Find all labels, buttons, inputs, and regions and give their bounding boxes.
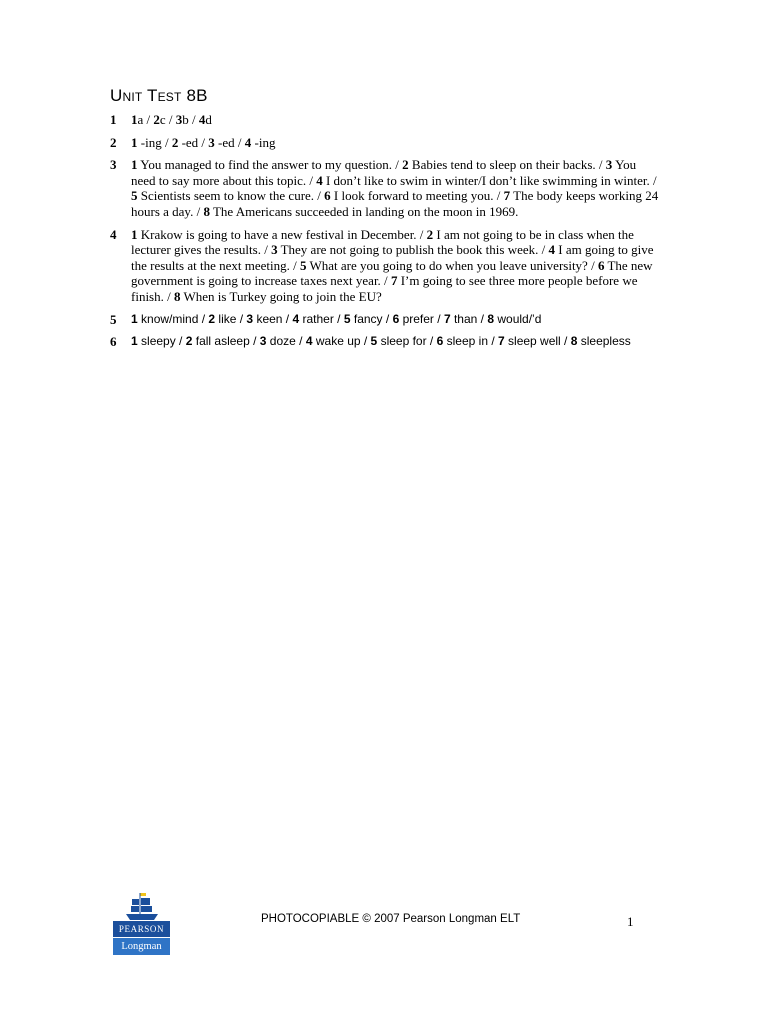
sub-answer-text: fall asleep /: [192, 334, 260, 349]
sub-answer-number: 2: [171, 134, 179, 150]
sub-answer-number: 3: [175, 112, 183, 127]
sub-answer-text: -ed /: [214, 134, 245, 150]
item-number: 2: [110, 134, 117, 150]
sub-answer-number: 7: [390, 273, 398, 289]
page-title: Unit Test 8B: [110, 86, 208, 105]
sub-answer-number: 4: [292, 311, 300, 326]
sub-answer-text: Babies tend to sleep on their backs. /: [408, 157, 606, 173]
sub-answer-number: 8: [173, 288, 181, 304]
sub-answer-text: You managed to find the answer to my question. /: [137, 157, 403, 173]
pearson-longman-logo: [113, 893, 170, 955]
sub-answer-number: 7: [503, 188, 511, 204]
sub-answer-text: The new government is going to increase taxes next year. /: [131, 257, 653, 289]
sub-answer-text: would/’d: [494, 311, 542, 326]
sub-answer-number: 4: [198, 112, 206, 127]
sub-answer-number: 3: [259, 334, 267, 349]
answer-item: [110, 157, 662, 219]
sub-answer-number: 1: [131, 134, 138, 150]
sub-answer-number: 3: [271, 242, 278, 258]
sub-answer-text: c /: [159, 112, 176, 127]
sub-answer-text: The Americans succeeded in landing on the moon in 1969.: [209, 203, 519, 219]
item-number: 5: [110, 311, 117, 327]
sub-answer-text: I’m going to see three more people before we finish. /: [131, 273, 638, 304]
sub-answer-text: I am not going to be in class when the lecturer gives the results. /: [131, 226, 634, 258]
logo-pearson-text: PEARSON: [113, 921, 170, 937]
sub-answer-number: 2: [402, 157, 409, 173]
sub-answer-number: 4: [548, 242, 555, 258]
sub-answer-number: 2: [426, 226, 434, 242]
item-answers: [131, 227, 662, 305]
sub-answer-number: 8: [203, 203, 210, 219]
sub-answer-text: prefer /: [399, 311, 444, 326]
sub-answer-text: -ing /: [137, 134, 172, 150]
sub-answer-text: You need to say more about this topic. /: [131, 157, 637, 188]
answer-key-list: [110, 112, 662, 357]
sub-answer-text: -ed /: [178, 134, 209, 150]
sub-answer-text: keen /: [253, 311, 293, 326]
sub-answer-number: 3: [246, 311, 254, 326]
sub-answer-text: doze /: [266, 334, 306, 349]
item-answers: [131, 157, 662, 219]
sub-answer-text: I am going to give the results at the next meeting. /: [131, 242, 654, 273]
sub-answer-text: like /: [215, 311, 247, 326]
sub-answer-number: 6: [597, 257, 605, 273]
sub-answer-text: d: [205, 112, 212, 127]
sub-answer-number: 6: [392, 311, 400, 326]
sub-answer-number: 2: [185, 334, 193, 349]
item-answers: [131, 312, 662, 328]
item-number: 4: [110, 226, 117, 242]
sub-answer-text: fancy /: [350, 311, 393, 326]
sub-answer-text: The body keeps working 24 hours a day. /: [131, 188, 659, 219]
answer-item: [110, 334, 662, 350]
sub-answer-number: 3: [605, 157, 613, 173]
sub-answer-text: They are not going to publish the book this week. /: [277, 242, 549, 258]
sub-answer-number: 7: [498, 334, 505, 349]
sub-answer-text: I look forward to meeting you. /: [330, 188, 504, 204]
sub-answer-text: Scientists seem to know the cure. /: [137, 188, 325, 204]
sub-answer-number: 1: [131, 311, 138, 326]
sub-answer-number: 6: [324, 188, 331, 204]
sub-answer-number: 7: [443, 311, 451, 326]
sub-answer-text: b /: [182, 112, 199, 127]
answer-item: [110, 112, 662, 128]
sub-answer-text: I don’t like to swim in winter/I don’t like swimming in winter. /: [322, 172, 657, 188]
sub-answer-number: 1: [131, 334, 138, 349]
sub-answer-text: sleep for /: [377, 334, 437, 349]
sub-answer-number: 1: [131, 112, 138, 127]
sub-answer-number: 5: [299, 257, 307, 273]
logo-longman-text: Longman: [113, 938, 170, 955]
sub-answer-number: 4: [305, 334, 313, 349]
sub-answer-text: sleepless: [577, 334, 631, 349]
sub-answer-text: sleep in /: [443, 334, 498, 349]
item-answers: [131, 135, 662, 151]
sub-answer-number: 5: [343, 311, 351, 326]
sub-answer-number: 2: [153, 112, 160, 127]
sub-answer-number: 4: [316, 172, 323, 188]
sub-answer-text: wake up /: [312, 334, 371, 349]
sub-answer-text: -ing: [251, 134, 276, 150]
sub-answer-number: 3: [208, 134, 215, 150]
sub-answer-number: 1: [131, 157, 138, 173]
page-number: 1: [627, 914, 634, 929]
sub-answer-text: a /: [137, 112, 154, 127]
item-number: 6: [110, 334, 117, 350]
sub-answer-number: 8: [570, 334, 578, 349]
ship-icon: [113, 893, 170, 921]
sub-answer-number: 5: [370, 334, 378, 349]
sub-answer-text: When is Turkey going to join the EU?: [180, 288, 382, 304]
sub-answer-number: 5: [131, 188, 138, 204]
item-answers: [131, 112, 662, 128]
sub-answer-number: 1: [131, 226, 138, 242]
sub-answer-number: 4: [244, 134, 252, 150]
item-number: 3: [110, 157, 117, 173]
item-number: 1: [110, 112, 117, 127]
sub-answer-text: sleepy /: [137, 334, 186, 349]
sub-answer-number: 6: [436, 334, 444, 349]
sub-answer-text: than /: [450, 311, 488, 326]
sub-answer-text: know/mind /: [137, 311, 209, 326]
sub-answer-text: rather /: [299, 311, 344, 326]
answer-item: [110, 135, 662, 151]
sub-answer-text: sleep well /: [504, 334, 571, 349]
sub-answer-number: 8: [487, 311, 495, 326]
sub-answer-number: 2: [208, 311, 216, 326]
answer-item: [110, 227, 662, 305]
sub-answer-text: What are you going to do when you leave university? /: [306, 257, 598, 273]
item-answers: [131, 334, 662, 350]
answer-item: [110, 312, 662, 328]
sub-answer-text: Krakow is going to have a new festival in December. /: [137, 226, 427, 242]
copyright-footer: PHOTOCOPIABLE © 2007 Pearson Longman ELT: [261, 913, 521, 925]
